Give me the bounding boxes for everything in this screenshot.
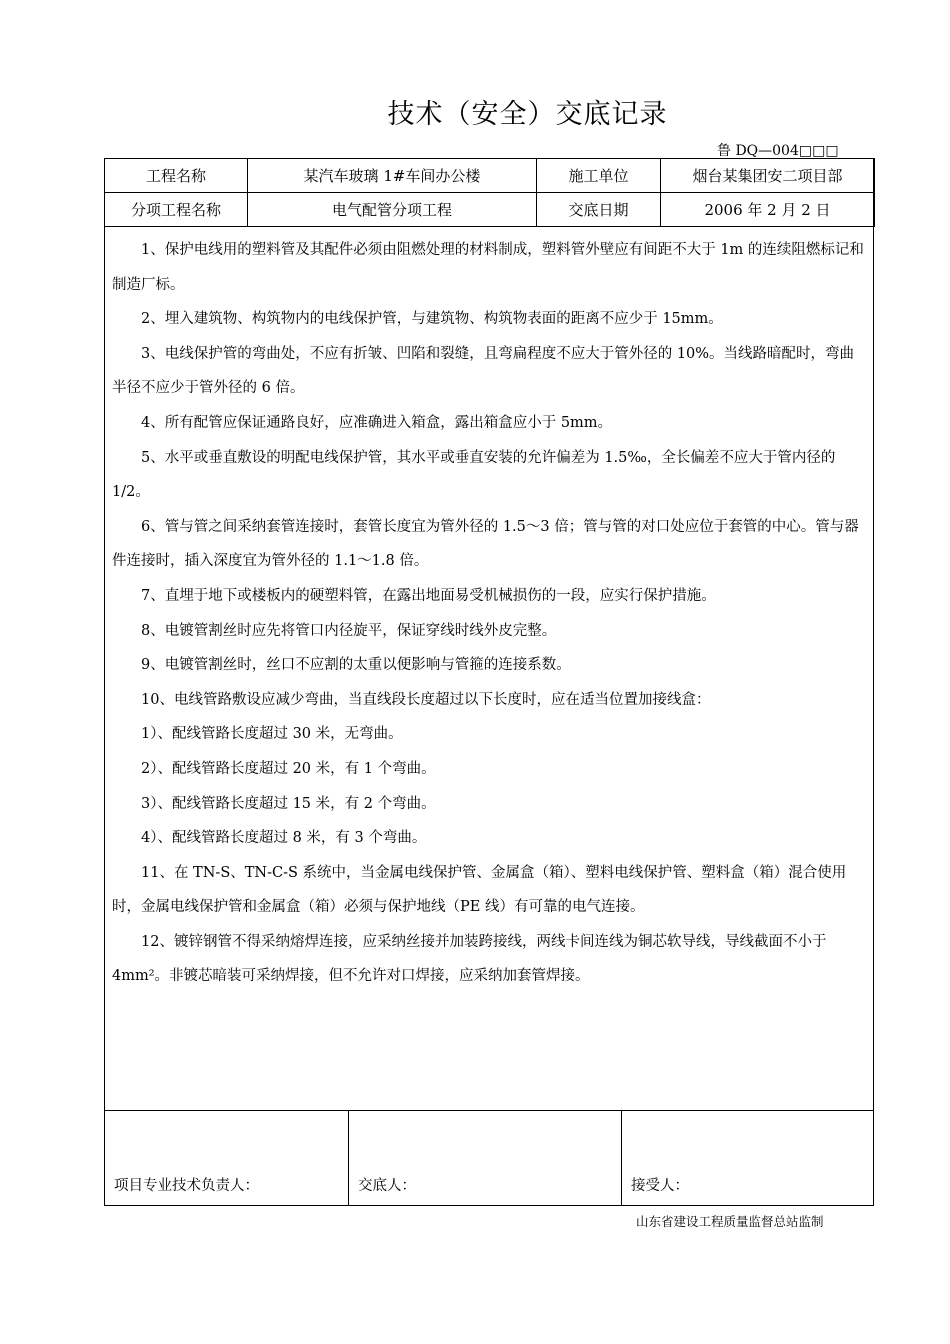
disclosure-item: 1、保护电线用的塑料管及其配件必须由阻燃处理的材料制成，塑料管外壁应有间距不大于 1m 的连续阻燃标记和制造厂标。 xyxy=(112,242,864,293)
header-row-1 xyxy=(105,159,875,193)
disclosure-item: 4、所有配管应保证通路良好，应准确进入箱盒，露出箱盒应小于 5mm。 xyxy=(141,414,613,431)
disclosure-subitem: 1）、配线管路长度超过 30 米，无弯曲。 xyxy=(141,726,403,743)
disclosure-subitem: 2）、配线管路长度超过 20 米，有 1 个弯曲。 xyxy=(141,760,436,777)
subproject-label: 分项工程名称 xyxy=(105,193,248,227)
contractor-label: 施工单位 xyxy=(537,159,661,193)
disclosure-item: 7、直埋于地下或楼板内的硬塑料管，在露出地面易受机械损伤的一段，应实行保护措施。 xyxy=(141,587,716,604)
project-name-value: 某汽车玻璃 1#车间办公楼 xyxy=(248,159,537,193)
disclosure-item: 6、管与管之间采纳套管连接时，套管长度宜为管外径的 1.5～3 倍；管与管的对口处应位于套管的中心。管与器件连接时，插入深度宜为管外径的 1.1～1.8 倍。 xyxy=(112,518,859,570)
date-label: 交底日期 xyxy=(537,193,661,227)
disclosure-item: 8、电镀管割丝时应先将管口内径旋平，保证穿线时线外皮完整。 xyxy=(141,622,557,639)
disclosure-subitem: 3）、配线管路长度超过 15 米，有 2 个弯曲。 xyxy=(141,795,436,812)
date-value: 2006 年 2 月 2 日 xyxy=(661,193,875,227)
disclosure-item: 5、水平或垂直敷设的明配电线保护管，其水平或垂直安装的允许偏差为 1.5‰，全长偏差不应大于管内径的 1/2。 xyxy=(112,449,836,501)
disclosure-item: 3、电线保护管的弯曲处，不应有折皱、凹陷和裂缝，且弯扁程度不应大于管外径的 10%。当线路暗配时，弯曲半径不应少于管外径的 6 倍。 xyxy=(112,345,855,397)
tech-lead-signature-label: 项目专业技术负责人： xyxy=(114,1178,259,1194)
disclosure-item: 10、电线管路敷设应减少弯曲，当直线段长度超过以下长度时，应在适当位置加接线盒： xyxy=(141,691,711,708)
header-row-2 xyxy=(105,193,875,227)
signature-col-divider xyxy=(348,1110,349,1206)
disclosure-content xyxy=(112,233,868,994)
document-title: 技术（安全）交底记录 xyxy=(387,99,668,130)
project-name-label: 工程名称 xyxy=(105,159,248,193)
receiver-signature-label: 接受人： xyxy=(631,1178,689,1194)
disclosure-item: 12、镀锌钢管不得采纳熔焊连接，应采纳丝接并加装跨接线，两线卡间连线为铜芯软导线，导线截面不小于 4mm²。非镀芯暗装可采纳焊接，但不允许对口焊接，应采纳加套管焊接。 xyxy=(112,933,827,985)
signature-divider xyxy=(104,1110,874,1111)
contractor-value: 烟台某集团安二项目部 xyxy=(661,159,875,193)
disclosure-item: 11、在 TN-S、TN-C-S 系统中，当金属电线保护管、金属盒（箱）、塑料电线保护管、塑料盒（箱）混合使用时，金属电线保护管和金属盒（箱）必须与保护地线（PE 线）有可靠的电气连接。 xyxy=(112,864,847,916)
subproject-value: 电气配管分项工程 xyxy=(248,193,537,227)
form-code: 鲁 DQ—004□□□ xyxy=(717,143,839,159)
disclosure-subitem: 4）、配线管路长度超过 8 米，有 3 个弯曲。 xyxy=(141,830,427,847)
signature-col-divider xyxy=(621,1110,622,1206)
discloser-signature-label: 交底人： xyxy=(358,1178,416,1194)
footer-issuer: 山东省建设工程质量监督总站监制 xyxy=(636,1214,824,1229)
header-table xyxy=(104,158,875,227)
disclosure-item: 9、电镀管割丝时，丝口不应割的太重以便影响与管箍的连接系数。 xyxy=(141,657,571,674)
disclosure-item: 2、埋入建筑物、构筑物内的电线保护管，与建筑物、构筑物表面的距离不应少于 15mm。 xyxy=(141,311,723,328)
